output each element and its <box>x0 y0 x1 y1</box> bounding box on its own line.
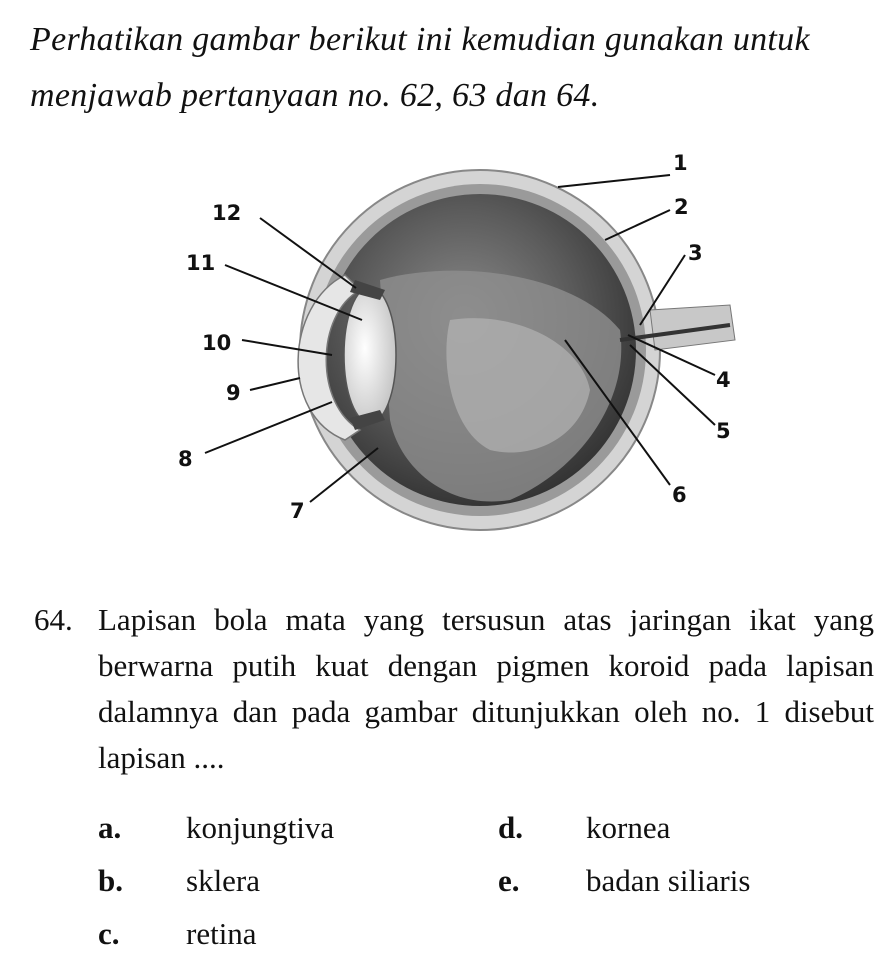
instruction-line-2: menjawab pertanyaan no. 62, 63 dan 64. <box>30 77 600 114</box>
option-a[interactable] <box>98 810 334 846</box>
question-number: 64. <box>34 602 73 637</box>
option-d[interactable] <box>498 810 670 846</box>
option-c-text: retina <box>186 916 257 951</box>
options-row-1 <box>98 810 858 863</box>
option-a-letter: a. <box>98 810 122 845</box>
leader-line-2 <box>605 210 670 240</box>
diagram-label-9: 9 <box>226 381 241 405</box>
options-row-2 <box>98 863 858 916</box>
leader-line-8 <box>205 402 332 453</box>
question-text: Lapisan bola mata yang tersusun atas jaringan ikat yang berwarna putih kuat dengan pigmen koroid pada lapisan dalamnya dan pada gambar ditunjukkan oleh no. 1 disebut lapisan .... <box>98 602 874 775</box>
eye-diagram-svg <box>150 140 770 570</box>
lens-shape <box>344 287 396 423</box>
option-e-letter: e. <box>498 863 520 898</box>
instruction-text <box>30 12 870 124</box>
eye-diagram <box>150 140 770 570</box>
diagram-label-11: 11 <box>186 251 216 275</box>
leader-line-9 <box>250 378 300 390</box>
diagram-label-7: 7 <box>290 499 305 523</box>
option-b-letter: b. <box>98 863 123 898</box>
option-b-text: sklera <box>186 863 261 898</box>
diagram-label-12: 12 <box>212 201 242 225</box>
option-e[interactable] <box>498 863 750 899</box>
diagram-label-4: 4 <box>716 368 731 392</box>
option-b[interactable] <box>98 863 260 899</box>
option-e-text: badan siliaris <box>586 863 751 898</box>
diagram-label-2: 2 <box>674 195 689 219</box>
option-a-text: konjungtiva <box>186 810 335 845</box>
answer-options <box>98 810 858 969</box>
option-c[interactable] <box>98 916 257 952</box>
diagram-label-5: 5 <box>716 419 731 443</box>
diagram-label-10: 10 <box>202 331 232 355</box>
diagram-label-3: 3 <box>688 241 703 265</box>
leader-line-1 <box>558 175 670 187</box>
instruction-line-1: Perhatikan gambar berikut ini kemudian gunakan untuk <box>30 21 810 58</box>
diagram-label-8: 8 <box>178 447 193 471</box>
options-row-3 <box>98 916 858 969</box>
option-d-text: kornea <box>586 810 671 845</box>
question-64 <box>34 597 874 781</box>
diagram-label-6: 6 <box>672 483 687 507</box>
option-d-letter: d. <box>498 810 523 845</box>
diagram-label-1: 1 <box>673 151 688 175</box>
option-c-letter: c. <box>98 916 120 951</box>
